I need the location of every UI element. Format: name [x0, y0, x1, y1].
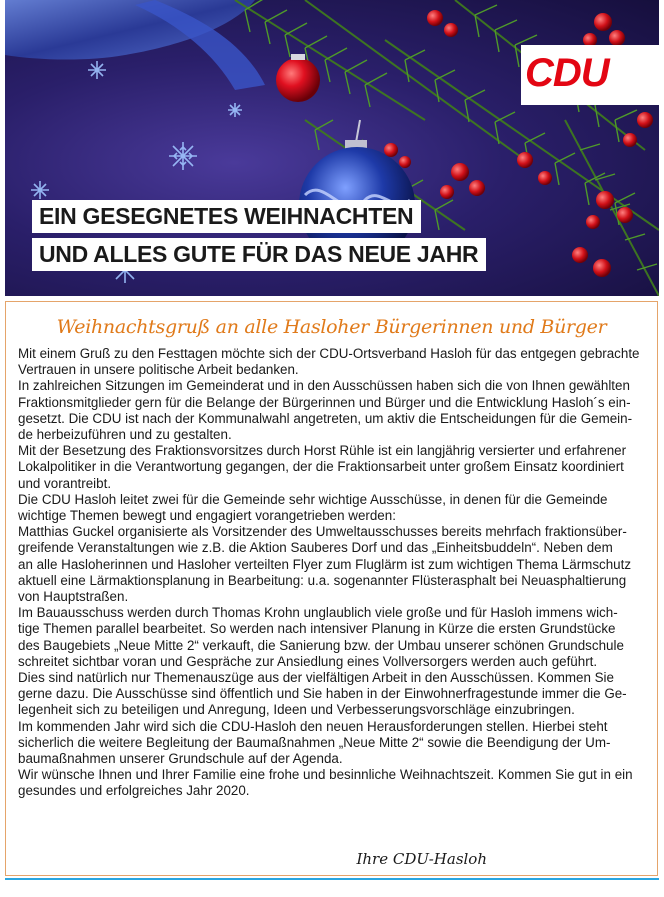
letter-line: Fraktionsmitglieder gern für die Belange der Bürgerinnen und Bürger und die Entwicklung Hasloh´s ein-	[18, 394, 631, 410]
headline-line-1: EIN GESEGNETES WEIHNACHTEN	[32, 200, 421, 233]
letter-line: Mit der Besetzung des Fraktionsvorsitzes durch Horst Rühle ist ein langjährig versierter und erfahrener	[18, 443, 627, 459]
letter-line: legenheit sich zu beteiligen und Anregung, Ideen und Verbesserungsvorschläge einzubringen.	[18, 702, 575, 718]
letter-line: Dies sind natürlich nur Themenauszüge aus der vielfältigen Arbeit in den Ausschüssen. Kommen Sie	[18, 670, 614, 686]
letter-line: Im kommenden Jahr wird sich die CDU-Hasloh den neuen Herausforderungen stellen. Hierbei steht	[18, 718, 608, 734]
letter-line: gerne dazu. Die Ausschüsse sind öffentlich und Sie haben in der Einwohnerfragestunde immer die Ge-	[18, 686, 627, 702]
letter-line: greifende Veranstaltungen wie z.B. die Aktion Sauberes Dorf und das „Einheitsbuddeln“. Neben dem	[18, 540, 613, 556]
letter-line: Lokalpolitiker in die Verantwortung gegangen, der die Fraktionsarbeit unter großem Einsatz koordiniert	[18, 459, 624, 475]
letter-line: Wir wünsche Ihnen und Ihrer Familie eine frohe und besinnliche Weihnachtszeit. Kommen Sie gut in ein	[18, 767, 633, 783]
letter-line: Im Bauausschuss werden durch Thomas Krohn unglaublich viele große und für Hasloh immens wich-	[18, 605, 618, 621]
letter-body	[18, 346, 648, 800]
letter-line: schreitet sichtbar voran und Gespräche zur Ansiedlung eines Vollversorgers werden auch geführt.	[18, 653, 598, 669]
letter-line: Mit einem Gruß zu den Festtagen möchte sich der CDU-Ortsverband Hasloh für das entgegen gebrachte	[18, 346, 640, 361]
letter-line: wichtige Themen bewegt und engagiert vorangetrieben werden:	[18, 508, 396, 524]
letter-line: aktuell eine Lärmaktionsplanung in Bearbeitung: u.a. sogenannter Flüsterasphalt bei Neuasphaltierung	[18, 572, 627, 588]
letter-line: sicherlich die weitere Begleitung der Baumaßnahmen „Neue Mitte 2“ sowie die Beendigung der Um-	[18, 734, 611, 750]
letter-line: gesundes und erfolgreiches Jahr 2020.	[18, 783, 250, 799]
letter-box	[5, 301, 658, 876]
letter-line: tige Themen parallel bearbeitet. So werden nach intensiver Planung in Kürze die ersten Grundstücke	[18, 621, 616, 637]
cdu-logo	[521, 45, 659, 105]
letter-line: Vertrauen in unsere politische Arbeit bedanken.	[18, 362, 299, 378]
letter-line: des Baugebiets „Neue Mitte 2“ verkauft, die Sanierung bzw. der Umbau unserer schönen Grundschule	[18, 637, 624, 653]
letter-line: Matthias Guckel organisierte als Vorsitzender des Umweltausschusses bereits mehrfach fraktionsüber-	[18, 524, 627, 540]
letter-line: Die CDU Hasloh leitet zwei für die Gemeinde sehr wichtige Ausschüsse, in denen für die Gemeinde	[18, 491, 608, 507]
letter-line: In zahlreichen Sitzungen im Gemeinderat und in den Ausschüssen haben sich die von Ihnen gewählten	[18, 378, 630, 394]
letter-signature: Ihre CDU-Hasloh	[356, 850, 487, 868]
headline-line-2: UND ALLES GUTE FÜR DAS NEUE JAHR	[32, 238, 486, 271]
letter-line: gesetzt. Die CDU ist nach der Kommunalwahl angetreten, um aktiv die Entscheidungen für die Gemein-	[18, 410, 633, 426]
letter-line: von Hauptstraßen.	[18, 589, 129, 605]
letter-line: de herbeizuführen und zu gestalten.	[18, 427, 232, 443]
footer-divider	[5, 878, 659, 880]
christmas-banner	[5, 0, 659, 296]
letter-line: an alle Hasloherinnen und Hasloher verteilten Flyer zum Fluglärm ist zum wichtigen Thema Lärmschutz	[18, 556, 632, 572]
letter-line: und vorantreibt.	[18, 475, 112, 491]
cdu-logo-text: CDU	[525, 51, 609, 95]
letter-line: baumaßnahmen unserer Grundschule auf der Agenda.	[18, 751, 343, 767]
letter-title: Weihnachtsgruß an alle Hasloher Bürgerinnen und Bürger	[56, 316, 607, 338]
